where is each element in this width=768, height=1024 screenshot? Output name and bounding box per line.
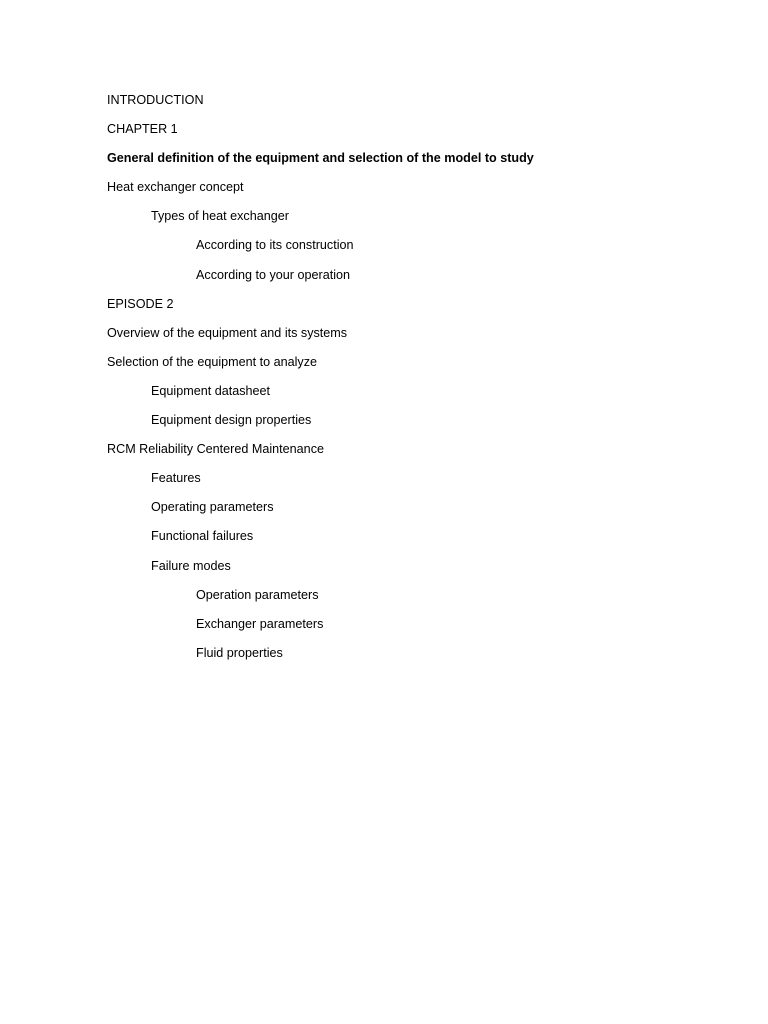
outline-line: According to your operation	[196, 267, 351, 282]
outline-line: INTRODUCTION	[107, 93, 204, 107]
outline-line: Operating parameters	[151, 500, 274, 515]
outline-line: RCM Reliability Centered Maintenance	[107, 442, 324, 457]
outline-line: Overview of the equipment and its systems	[107, 325, 348, 340]
outline-line: Selection of the equipment to analyze	[107, 354, 318, 369]
outline-line: Exchanger parameters	[196, 616, 324, 631]
outline-line: Types of heat exchanger	[151, 209, 289, 224]
outline-line: CHAPTER 1	[107, 122, 178, 137]
outline-line: According to its construction	[196, 238, 354, 253]
outline-line: EPISODE 2	[107, 296, 174, 311]
outline-line: Equipment design properties	[151, 413, 312, 428]
outline-line: Features	[151, 471, 201, 486]
outline-line: General definition of the equipment and selection of the model to study	[107, 151, 534, 166]
outline-line: Fluid properties	[196, 645, 283, 660]
outline-line: Heat exchanger concept	[107, 180, 244, 195]
outline-line: Failure modes	[151, 558, 231, 573]
outline-list	[107, 91, 534, 673]
outline-line: Equipment datasheet	[151, 383, 271, 398]
outline-line: Operation parameters	[196, 587, 319, 602]
outline-line: Functional failures	[151, 529, 254, 544]
